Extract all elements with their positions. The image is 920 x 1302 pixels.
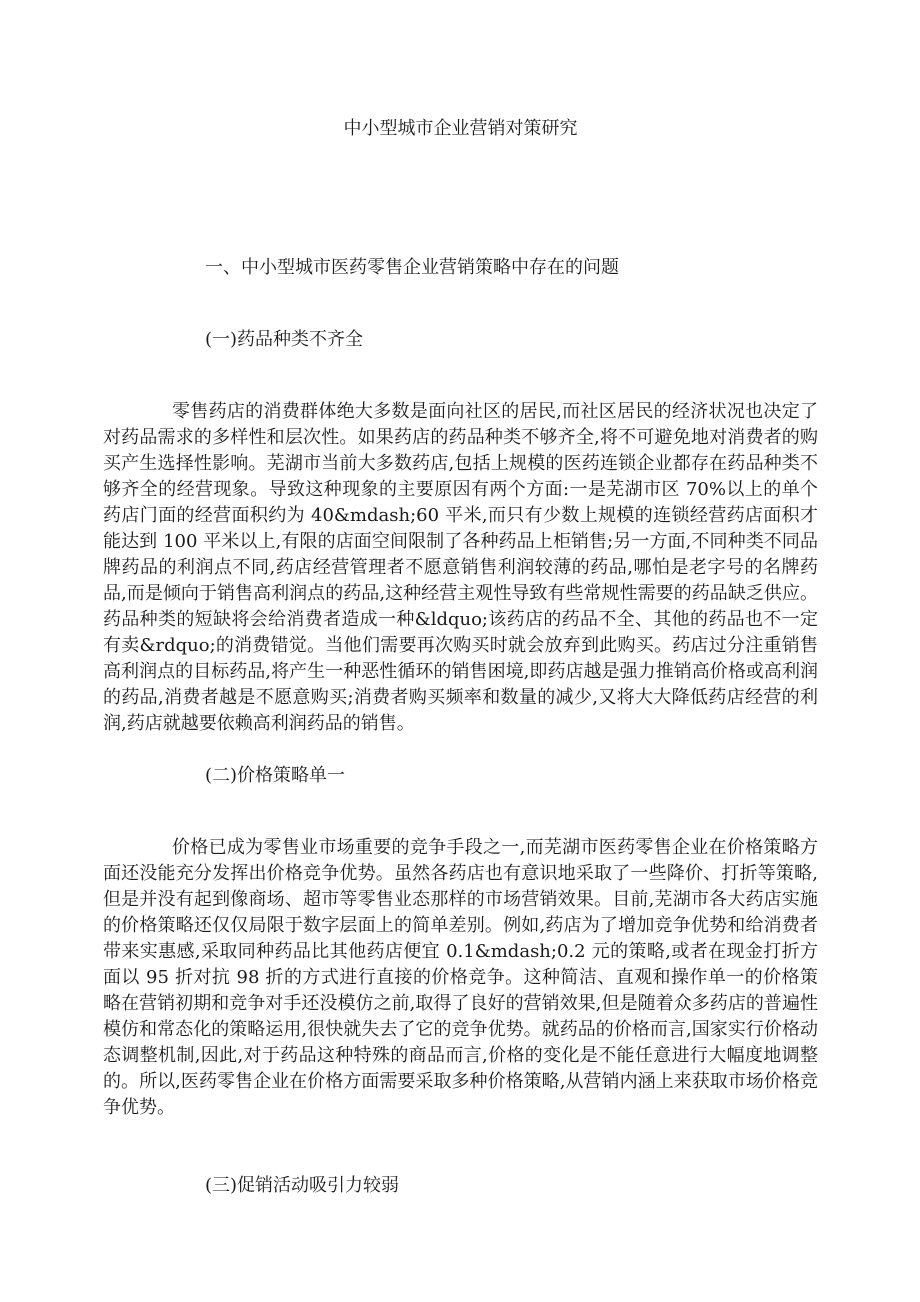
subsection-heading-1-3: (三)促销活动吸引力较弱 bbox=[205, 1175, 400, 1196]
paragraph-1-1: 零售药店的消费群体绝大多数是面向社区的居民,而社区居民的经济状况也决定了对药品需求的多样性和层次性。如果药店的药品种类不够齐全,将不可避免地对消费者的购买产生选择性影响。芜湖市当前大多数药店,包括上规模的医药连锁企业都存在药品种类不够齐全的经营现象。导致这种现象的主要原因有两个方面:一是芜湖市区 70%以上的单个药店门面的经营面积约为 40&mdash;60 平米,而只有少数上规模的连锁经营药店面积才能达到 100 平米以上,有限的店面空间限制了各种药品上柜销售;另一方面,不同种类不同品牌药品的利润点不同,药店经营管理者不愿意销售利润较薄的药品,哪怕是老字号的名牌药品,而是倾向于销售高利润点的药品,这种经营主观性导致有些常规性需要的药品缺乏供应。药品种类的短缺将会给消费者造成一种&ldquo;该药店的药品不全、其他的药品也不一定有卖&rdquo;的消费错觉。当他们需要再次购买时就会放弃到此购买。药店过分注重销售高利润点的目标药品,将产生一种恶性循环的销售困境,即药店越是强力推销高价格或高利润的药品,消费者越是不愿意购买;消费者购买频率和数量的减少,又将大大降低药店经营的利润,药店就越要依赖高利润药品的销售。 bbox=[103, 401, 818, 734]
subsection-heading-1-1: (一)药品种类不齐全 bbox=[205, 329, 364, 350]
document-title: 中小型城市企业营销对策研究 bbox=[343, 118, 578, 139]
section-heading-1: 一、中小型城市医药零售企业营销策略中存在的问题 bbox=[205, 257, 619, 278]
paragraph-1-2: 价格已成为零售业市场重要的竞争手段之一,而芜湖市医药零售企业在价格策略方面还没能充分发挥出价格竞争优势。虽然各药店也有意识地采取了一些降价、打折等策略,但是并没有起到像商场、超市等零售业态那样的市场营销效果。目前,芜湖市各大药店实施的价格策略还仅仅局限于数字层面上的简单差别。例如,药店为了增加竞争优势和给消费者带来实惠感,采取同种药品比其他药店便宜 0.1&mdash;0.2 元的策略,或者在现金打折方面以 95 折对抗 98 折的方式进行直接的价格竞争。这种简洁、直观和操作单一的价格策略在营销初期和竞争对手还没模仿之前,取得了良好的营销效果,但是随着众多药店的普遍性模仿和常态化的策略运用,很快就失去了它的竞争优势。就药品的价格而言,国家实行价格动态调整机制,因此,对于药品这种特殊的商品而言,价格的变化是不能任意进行大幅度地调整的。所以,医药零售企业在价格方面需要采取多种价格策略,从营销内涵上来获取市场价格竞争优势。 bbox=[103, 837, 818, 1118]
subsection-heading-1-2: (二)价格策略单一 bbox=[205, 765, 346, 786]
